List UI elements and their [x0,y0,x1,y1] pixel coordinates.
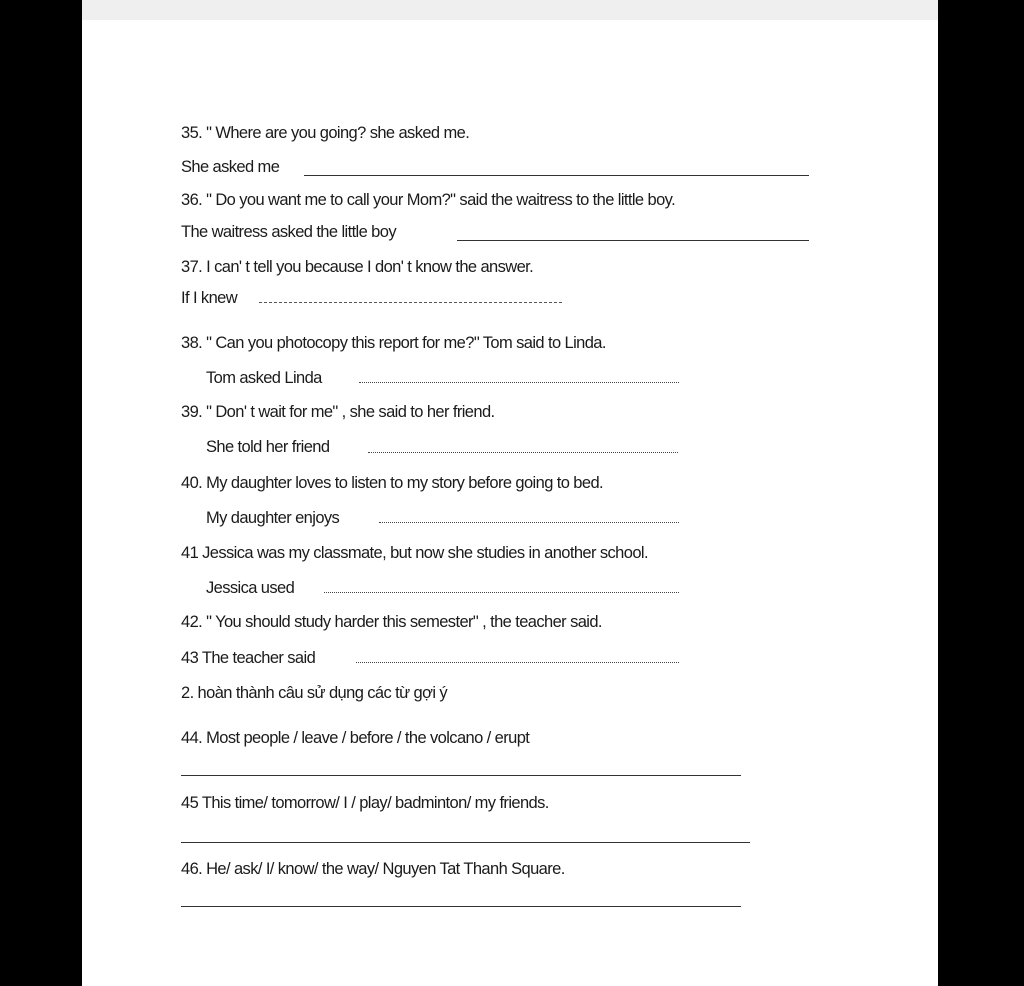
worksheet-content [82,0,938,986]
answer-blank-40 [379,522,679,523]
worksheet-page [82,0,938,986]
answer-prompt-40: My daughter enjoys [206,509,340,527]
question-39: 39. " Don' t wait for me" , she said to her friend. [181,403,495,421]
question-41: 41 Jessica was my classmate, but now she studies in another school. [181,544,648,562]
answer-prompt-41: Jessica used [206,579,295,597]
question-46: 46. He/ ask/ I/ know/ the way/ Nguyen Tat Thanh Square. [181,860,565,878]
answer-prompt-39: She told her friend [206,438,330,456]
question-36: 36. " Do you want me to call your Mom?" said the waitress to the little boy. [181,191,676,209]
answer-blank-39 [368,452,678,453]
answer-blank-35 [304,175,809,176]
answer-blank-38 [359,382,679,383]
question-42: 42. " You should study harder this semester" , the teacher said. [181,613,602,631]
answer-blank-37 [259,302,562,303]
answer-prompt-42: 43 The teacher said [181,649,316,667]
answer-blank-36 [457,240,809,241]
question-37: 37. I can' t tell you because I don' t know the answer. [181,258,534,276]
question-44: 44. Most people / leave / before / the volcano / erupt [181,729,530,747]
answer-blank-41 [324,592,679,593]
answer-prompt-38: Tom asked Linda [206,369,322,387]
question-40: 40. My daughter loves to listen to my story before going to bed. [181,474,604,492]
question-35: 35. " Where are you going? she asked me. [181,124,470,142]
answer-blank-45 [181,842,750,843]
answer-blank-44 [181,775,741,776]
question-38: 38. " Can you photocopy this report for me?" Tom said to Linda. [181,334,606,352]
answer-blank-42 [356,662,679,663]
answer-prompt-37: If I knew [181,289,238,307]
answer-prompt-35: She asked me [181,158,280,176]
answer-prompt-36: The waitress asked the little boy [181,223,396,241]
section-2-heading: 2. hoàn thành câu sử dụng các từ gợi ý [181,684,448,702]
answer-blank-46 [181,906,741,907]
question-45: 45 This time/ tomorrow/ I / play/ badminton/ my friends. [181,794,549,812]
